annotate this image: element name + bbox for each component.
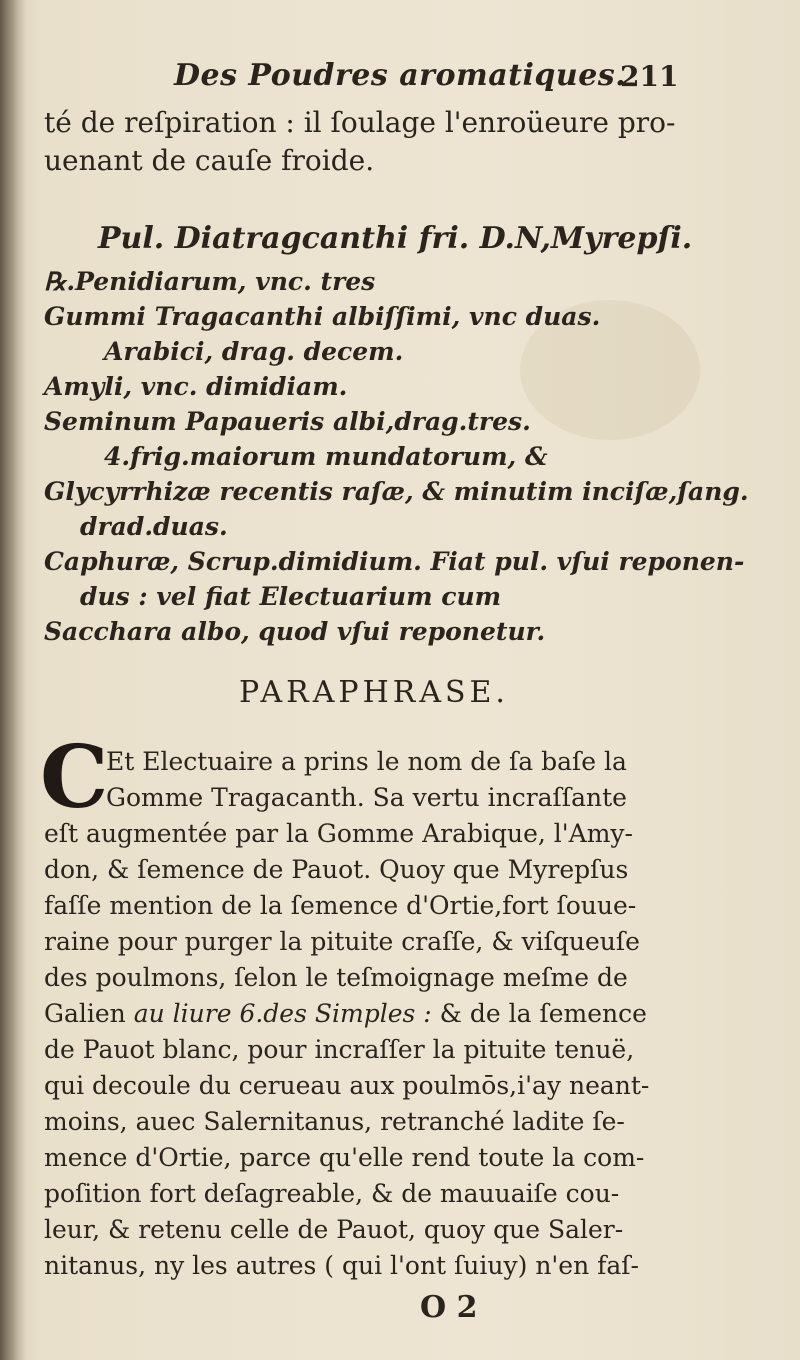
drop-cap: C [40, 727, 109, 828]
recipe-line: drad.duas. [80, 512, 228, 541]
paragraph-line: nitanus, ny les autres ( qui l'ont ſuiuy) n'en faſ- [44, 1251, 639, 1280]
binding-shadow [0, 0, 26, 1360]
recipe-block [44, 216, 749, 649]
line-text: & de la ſemence [439, 999, 647, 1028]
intro-line: té de reſpiration : il ſoulage l'enroüeure pro- [44, 106, 676, 139]
paragraph-line [44, 996, 694, 1032]
page-header [44, 48, 694, 104]
recipe-line: dus : vel fiat Electuarium cum [80, 582, 502, 611]
citation-italic: au liure 6.des Simples : [133, 999, 432, 1028]
paragraph-line: eſt augmentée par la Gomme Arabique, l'Amy- [44, 819, 633, 848]
paragraph-line: leur, & retenu celle de Pauot, quoy que Saler- [44, 1215, 624, 1244]
paragraph-line: mence d'Ortie, parce qu'elle rend toute la com- [44, 1143, 645, 1172]
paraphrase-text [40, 727, 694, 1284]
recipe-line: Glycyrrhizæ recentis raſæ, & minutim inciſæ,ſang. [44, 477, 749, 506]
paragraph-line: des poulmons, ſelon le teſmoignage meſme de [44, 963, 628, 992]
recipe-line: Arabici, drag. decem. [104, 337, 404, 366]
intro-line: uenant de cauſe froide. [44, 144, 375, 177]
section-heading: PARAPHRASE. [239, 675, 509, 710]
paragraph-line: raine pour purger la pituite craſſe, & viſqueuſe [44, 927, 640, 956]
paragraph-line: de Pauot blanc, pour incraſſer la pituite tenuë, [44, 1035, 635, 1064]
paragraph-line: qui decoule du cerueau aux poulmōs,i'ay neant- [44, 1071, 650, 1100]
recipe-line: Amyli, vnc. dimidiam. [44, 372, 348, 401]
line-text: Galien [44, 999, 126, 1028]
line-text: Et Electuaire a prins le nom de ſa baſe la [106, 747, 627, 776]
paragraph-line: faſſe mention de la ſemence d'Ortie,fort ſouue- [44, 891, 637, 920]
paragraph-line: Gomme Tragacanth. Sa vertu incraſſante [106, 783, 627, 812]
recipe-line: Seminum Papaueris albi,drag.tres. [44, 407, 531, 436]
page-number: 211 [620, 60, 679, 93]
signature-mark: O 2 [420, 1290, 478, 1325]
recipe-title: Pul. Diatragcanthi fri. D.N,Myrepſi. [98, 221, 693, 256]
running-title: Des Poudres aromatiques. [174, 58, 627, 93]
paragraph-line: moins, auec Salernitanus, retranché ladite ſe- [44, 1107, 625, 1136]
recipe-line: 4.frig.maiorum mundatorum, & [104, 442, 548, 471]
recipe-line: Caphuræ, Scrup.dimidium. Fiat pul. vſui reponen- [44, 547, 745, 576]
paragraph-line: poſition fort deſagreable, & de mauuaiſe cou- [44, 1179, 620, 1208]
text-block [40, 48, 749, 1284]
recipe-line: Sacchara albo, quod vſui reponetur. [44, 617, 546, 646]
recipe-line: Gummi Tragacanthi albiſſimi, vnc duas. [44, 302, 601, 331]
paragraph-line: don, & ſemence de Pauot. Quoy que Myrepſus [44, 855, 629, 884]
recipe-line: ℞.Penidiarum, vnc. tres [44, 267, 376, 296]
